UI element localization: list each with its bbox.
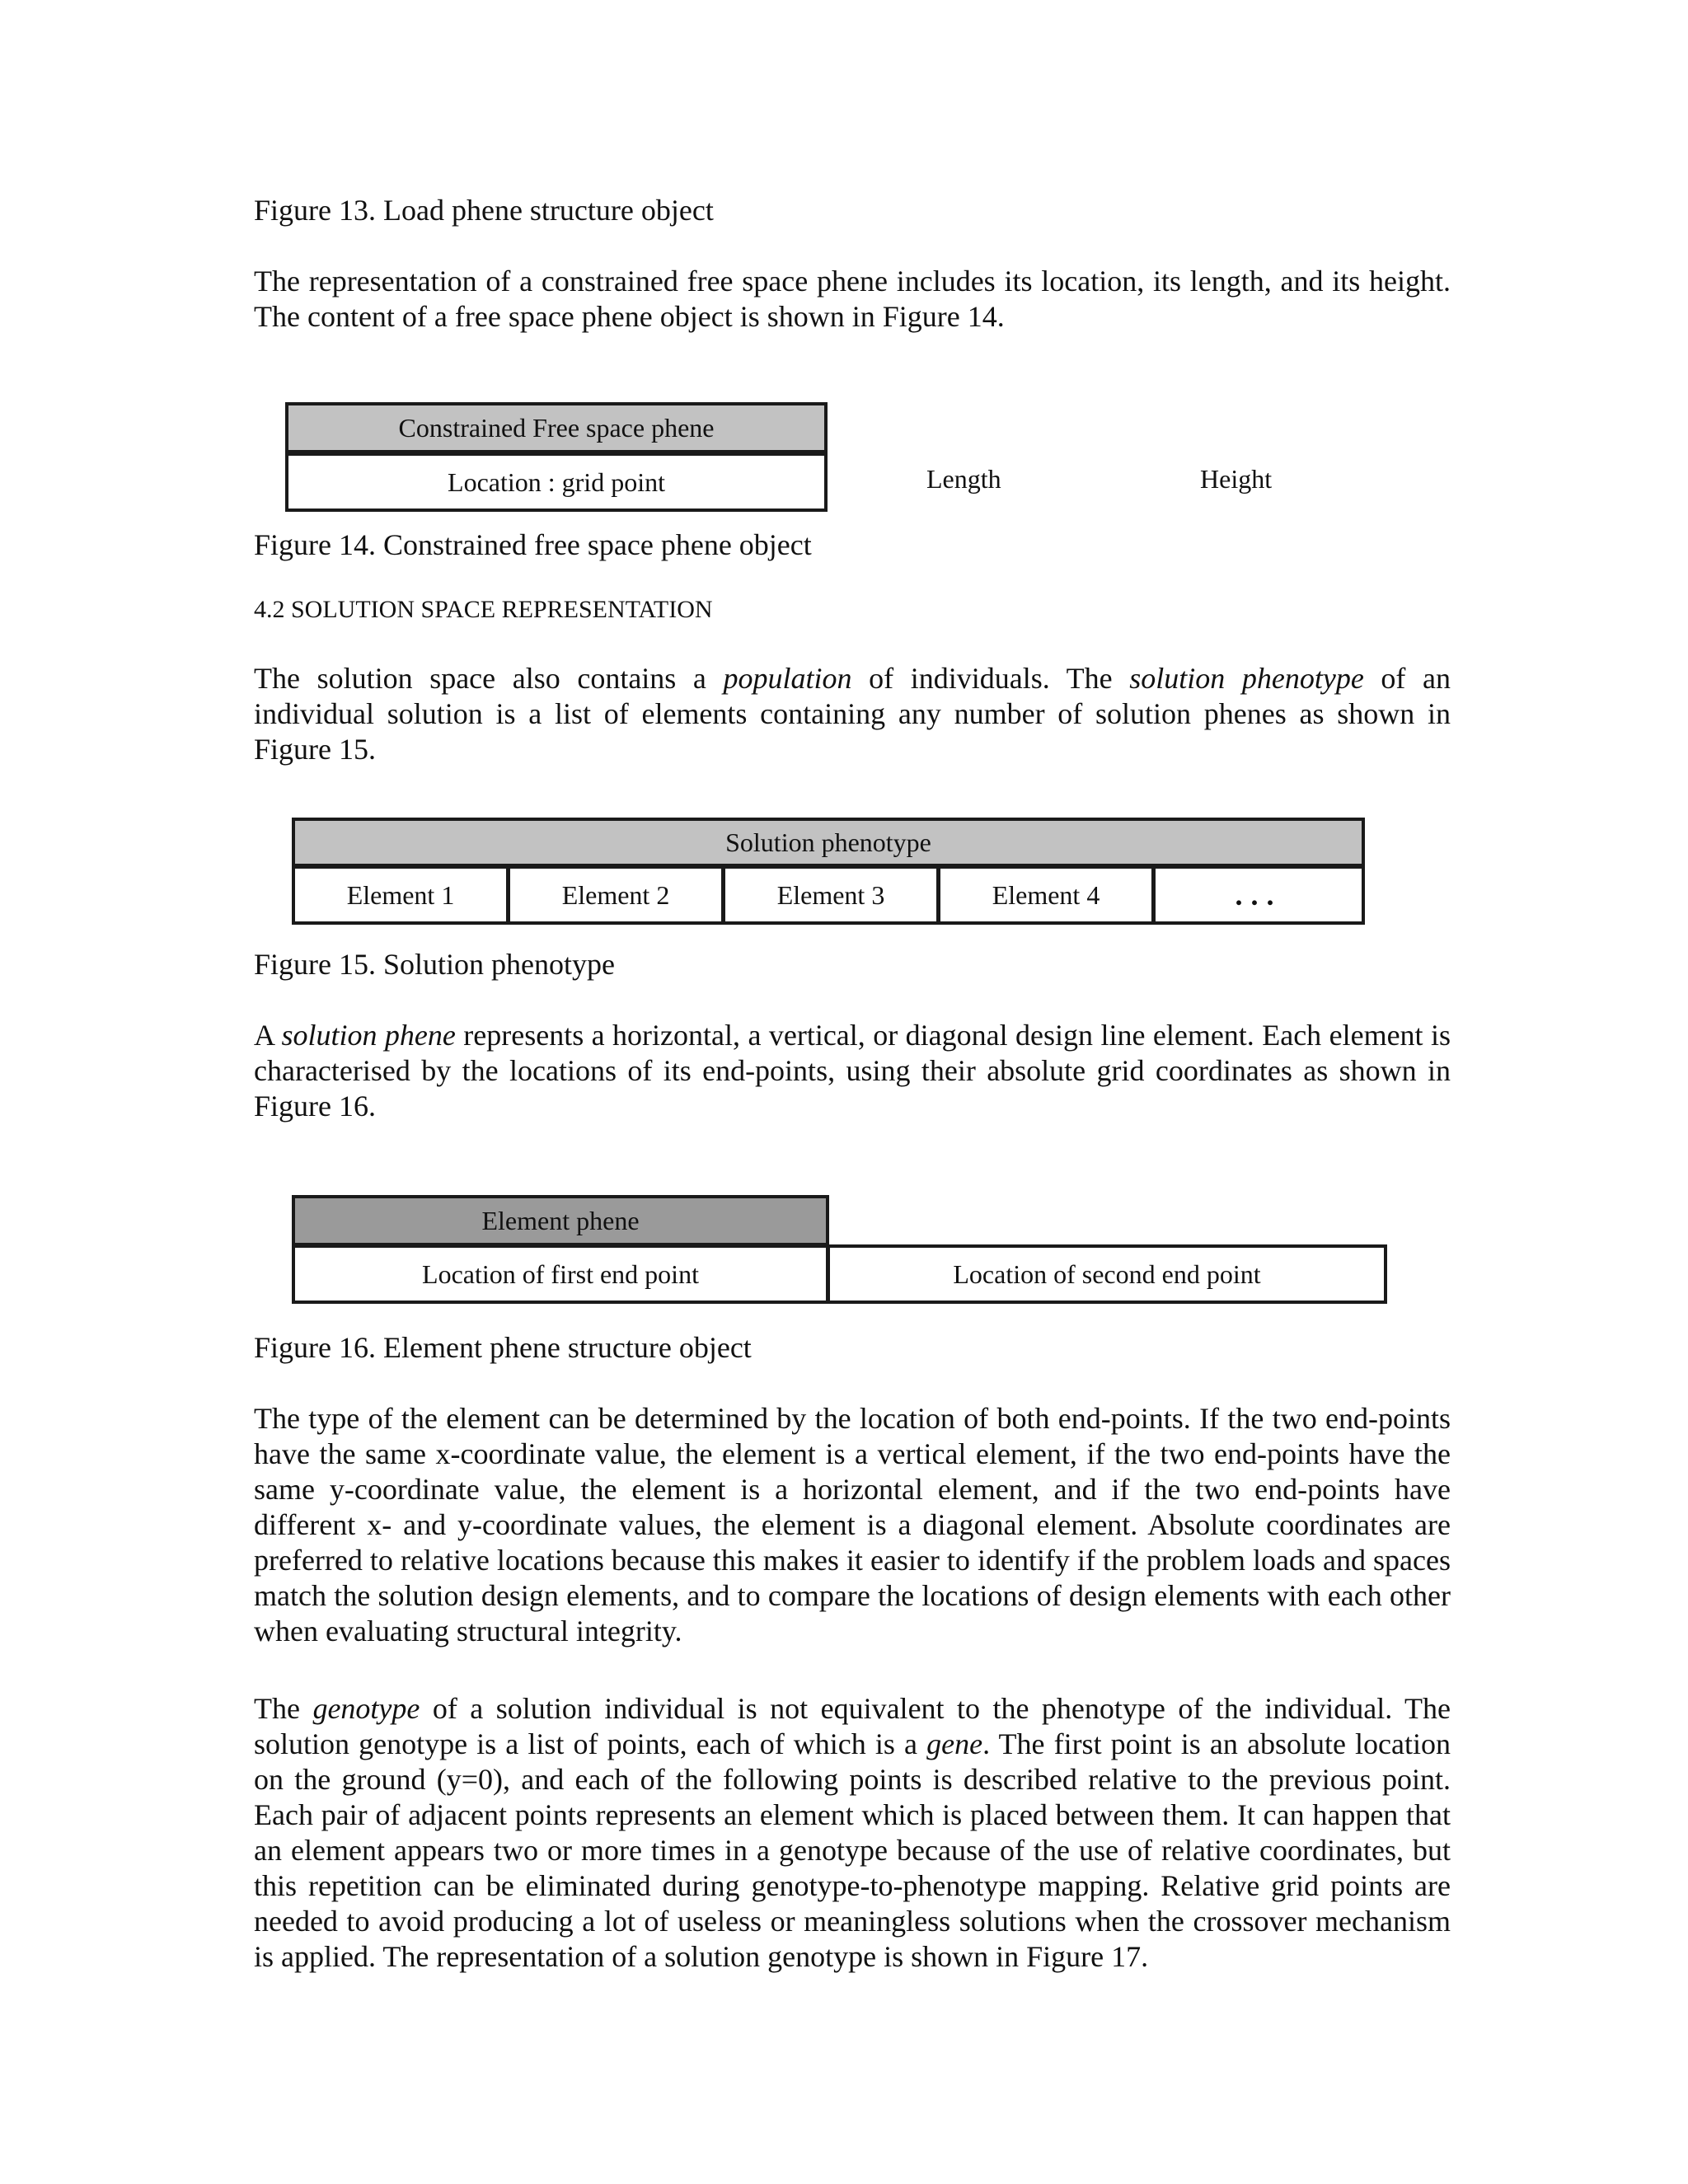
para2-text-1: The solution space also contains a: [254, 662, 724, 695]
figure-14-caption: Figure 14. Constrained free space phene object: [254, 528, 812, 561]
fig15-element-cell: Element 1: [292, 865, 509, 925]
fig16-first-end-point-cell: Location of first end point: [292, 1244, 829, 1304]
para3-text-2: represents a horizontal, a vertical, or diagonal design line element. Each element is characterised by the locations of its end-points, using their absolute grid coordinates as shown in Figure 16.: [254, 1019, 1451, 1122]
paragraph-solution-space: [254, 661, 1451, 767]
figure-16-caption: Figure 16. Element phene structure object: [254, 1331, 752, 1364]
fig15-ellipsis-cell: ...: [1152, 865, 1365, 925]
para5-emphasis-gene: gene: [926, 1727, 983, 1760]
fig15-element-cell: Element 4: [937, 865, 1155, 925]
figure-13-caption: Figure 13. Load phene structure object: [254, 194, 714, 227]
fig14-height-label: Height: [1200, 464, 1273, 494]
fig16-second-end-point-cell: Location of second end point: [827, 1244, 1387, 1304]
paragraph-genotype: [254, 1691, 1451, 1975]
fig15-element-cell: Element 3: [722, 865, 940, 925]
paragraph-solution-phene: [254, 1018, 1451, 1124]
para2-emphasis-population: population: [723, 662, 852, 695]
para2-emphasis-solution-phenotype: solution phenotype: [1129, 662, 1364, 695]
para3-text-1: A: [254, 1019, 282, 1052]
fig15-header-cell: Solution phenotype: [292, 818, 1365, 867]
section-heading: 4.2 SOLUTION SPACE REPRESENTATION: [254, 596, 713, 623]
figure-15-caption: Figure 15. Solution phenotype: [254, 948, 615, 981]
para5-text-1: The: [254, 1692, 313, 1725]
para3-emphasis-solution-phene: solution phene: [281, 1019, 456, 1052]
para5-text-2: of a solution individual is not equivalent to the phenotype of the individual. The solution genotype is a list of points, each of which is a: [254, 1692, 1451, 1760]
fig16-header-cell: Element phene: [292, 1195, 829, 1246]
para5-text-3: . The first point is an absolute location on the ground (y=0), and each of the following points is described relative to the previous point. Each pair of adjacent points represents an element which is placed between them. It can happen that an element appears two or more times in a genotype because of the use of relative coordinates, but this repetition can be eliminated during genotype-to-phenotype mapping. Relative grid points are needed to avoid producing a lot of useless or meaningless solutions when the crossover mechanism is applied. The representation of a solution genotype is shown in Figure 17.: [254, 1727, 1451, 1973]
paragraph-free-space-phene: The representation of a constrained free space phene includes its location, its length, and its height. The content of a free space phene object is shown in Figure 14.: [254, 265, 1451, 333]
fig14-location-cell: Location : grid point: [285, 452, 828, 512]
fig15-element-cell: Element 2: [507, 865, 724, 925]
para2-text-3: of an individual solution is a list of elements containing any number of solution phenes as shown in Figure 15.: [254, 662, 1451, 766]
fig14-length-label: Length: [926, 464, 1001, 494]
para2-text-2: of individuals. The: [851, 662, 1130, 695]
fig14-header-cell: Constrained Free space phene: [285, 402, 828, 453]
paragraph-element-type: The type of the element can be determined by the location of both end-points. If the two end-points have the same x-coordinate value, the element is a vertical element, if the two end-points have the same y-coordinate value, the element is a horizontal element, and if the two end-points have different x- and y-coordinate values, the element is a diagonal element. Absolute coordinates are preferred to relative locations because this makes it easier to identify if the problem loads and spaces match the solution design elements, and to compare the locations of design elements with each other when evaluating structural integrity.: [254, 1402, 1451, 1647]
para5-emphasis-genotype: genotype: [312, 1692, 420, 1725]
